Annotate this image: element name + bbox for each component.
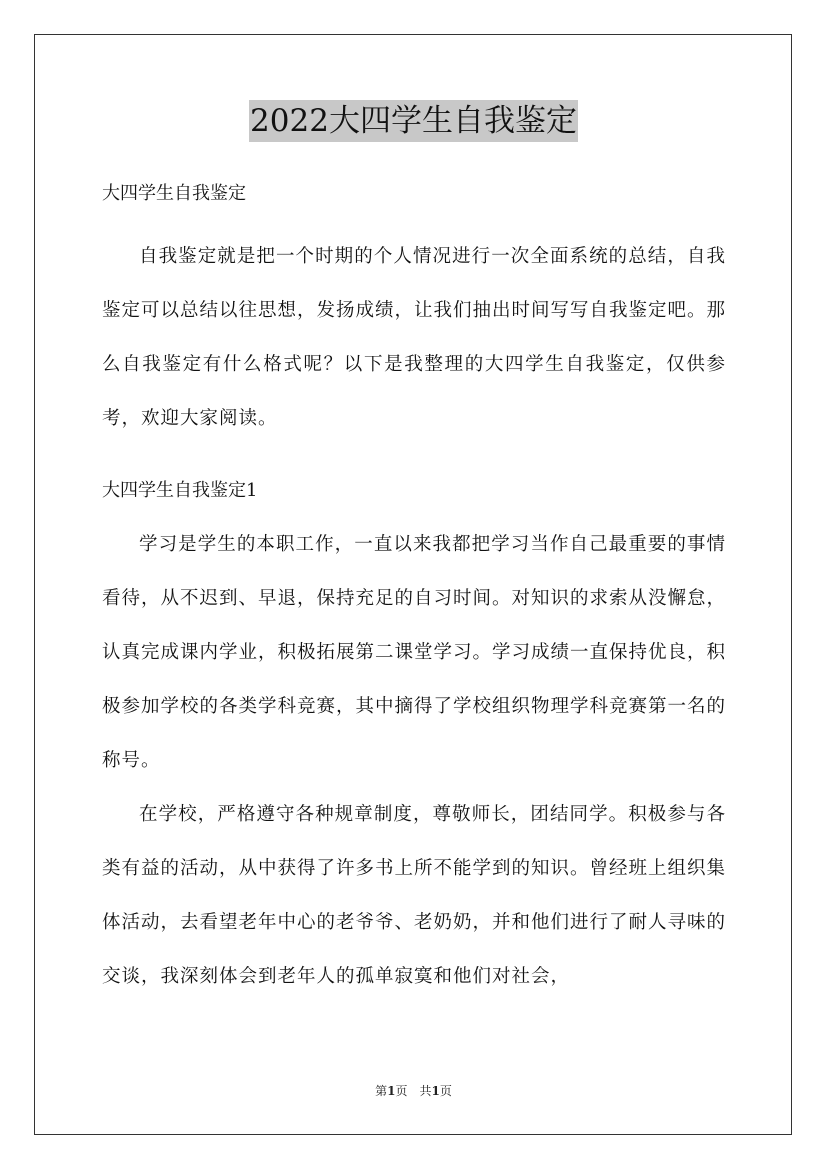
section-spacer (102, 446, 726, 473)
footer-suffix: 页 (439, 1084, 452, 1098)
footer-page-current: 1 (387, 1084, 396, 1098)
intro-heading: 大四学生自我鉴定 (102, 183, 246, 204)
section1-paragraph-2: 在学校，严格遵守各种规章制度，尊敬师长，团结同学。积极参与各类有益的活动，从中获得了许多书上所不能学到的知识。曾经班上组织集体活动，去看望老年中心的老爷爷、老奶奶，并和他们进行了耐人寻味的交谈，我深刻体会到老年人的孤单寂寞和他们对社会， (102, 804, 727, 987)
section1-heading: 大四学生自我鉴定1 (102, 480, 258, 501)
document-body (102, 176, 726, 1004)
document-title: 2022大四学生自我鉴定 (249, 100, 578, 142)
title-container (0, 100, 827, 142)
page-footer (0, 1083, 827, 1099)
intro-paragraph: 自我鉴定就是把一个时期的个人情况进行一次全面系统的总结，自我鉴定可以总结以往思想，发扬成绩，让我们抽出时间写写自我鉴定吧。那么自我鉴定有什么格式呢？以下是我整理的大四学生自我鉴定，仅供参考，欢迎大家阅读。 (102, 246, 727, 429)
section1-paragraph-1: 学习是学生的本职工作，一直以来我都把学习当作自己最重要的事情看待，从不迟到、早退，保持充足的自习时间。对知识的求索从没懈怠，认真完成课内学业，积极拓展第二课堂学习。学习成绩一直保持优良，积极参加学校的各类学科竞赛，其中摘得了学校组织物理学科竞赛第一名的称号。 (102, 534, 727, 771)
footer-mid: 页 共 (395, 1084, 432, 1098)
footer-prefix: 第 (375, 1084, 388, 1098)
footer-page-total: 1 (431, 1084, 440, 1098)
